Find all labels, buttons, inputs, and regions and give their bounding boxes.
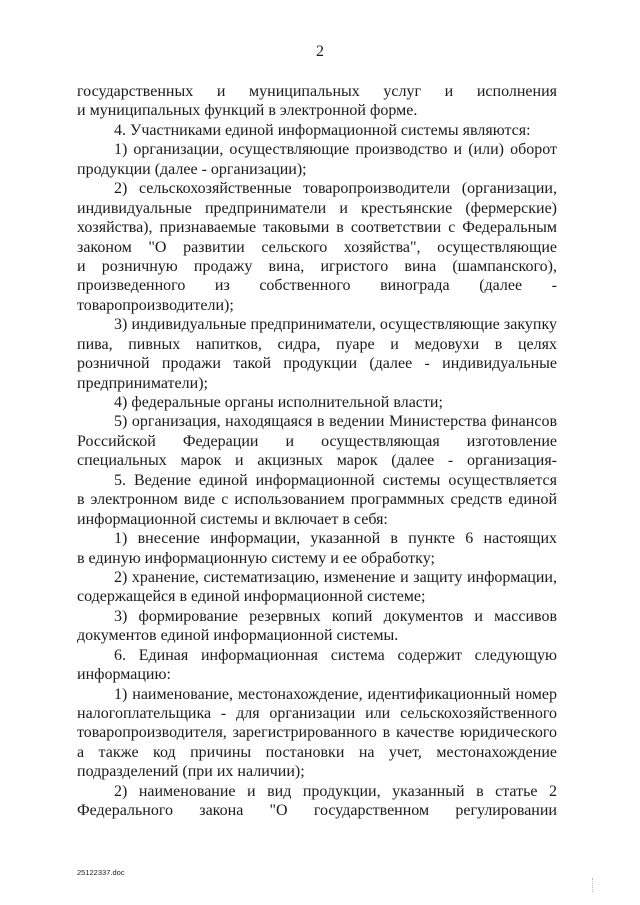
text-line: информацию: (77, 666, 171, 684)
text-line: 6. Единая информационная система содержит следующую (114, 646, 557, 664)
text-line: товаропроизводителя, зарегистрированного в качестве юридического (77, 724, 557, 742)
text-line: 1) наименование, местонахождение, идентификационный номер (114, 685, 557, 703)
scan-mark (592, 878, 594, 892)
text-line: а также код причины постановки на учет, местонахождение (77, 743, 557, 761)
text-line: государственных и муниципальных услуг и исполнения (77, 83, 557, 100)
text-line: пива, пивных напитков, сидра, пуаре и медовухи в целях (77, 335, 557, 353)
text-line: налогоплательщика - для организации или сельскохозяйственного (77, 705, 557, 722)
text-line: 2) хранение, систематизацию, изменение и защиту информации, (114, 568, 557, 586)
text-line: содержащейся в единой информационной системе; (77, 588, 426, 606)
footer-filename: 25122337.doc (77, 868, 125, 877)
document-body (77, 82, 557, 821)
text-line: 2) сельскохозяйственные товаропроизводители (организации, (114, 180, 557, 198)
text-line: предприниматели); (77, 374, 208, 392)
text-line: 4) федеральные органы исполнительной власти; (114, 394, 443, 411)
text-line: подразделений (при их наличии); (77, 763, 305, 781)
text-line: законом "О развитии сельского хозяйства", осуществляющие (77, 238, 557, 256)
text-line: в электронном виде с использованием программных средств единой (77, 491, 557, 509)
text-line: Российской Федерации и осуществляющая изготовление (77, 432, 557, 450)
text-line: Федерального закона "О государственном регулировании (77, 802, 557, 820)
text-line: и розничную продажу вина, игристого вина (шампанского), (77, 257, 557, 275)
text-line: 1) организации, осуществляющие производство и (или) оборот (114, 141, 557, 159)
text-line: товаропроизводители); (77, 296, 234, 314)
text-line: индивидуальные предприниматели и крестьянские (фермерские) (77, 199, 557, 217)
text-line: в единую информационную систему и ее обработку; (77, 549, 435, 567)
text-line: хозяйства), признаваемые таковыми в соответствии с Федеральным (77, 219, 557, 237)
text-line: продукции (далее - организации); (77, 160, 307, 178)
text-line: 5) организация, находящаяся в ведении Министерства финансов (114, 413, 557, 431)
text-line: 5. Ведение единой информационной системы осуществляется (114, 471, 557, 489)
text-line: 4. Участниками единой информационной системы являются: (114, 121, 531, 139)
text-line: документов единой информационной системы. (77, 627, 399, 645)
text-line: 3) формирование резервных копий документов и массивов (114, 607, 557, 625)
text-line: специальных марок и акцизных марок (далее - организация- (77, 452, 557, 470)
text-line: розничной продажи такой продукции (далее - индивидуальные (77, 355, 557, 373)
text-line: 3) индивидуальные предприниматели, осуществляющие закупку (114, 316, 557, 334)
text-line: информационной системы и включает в себя: (77, 510, 388, 528)
text-line: произведенного из собственного винограда (далее - (77, 277, 557, 295)
text-line: 1) внесение информации, указанной в пункте 6 настоящих (114, 530, 557, 548)
text-line: 2) наименование и вид продукции, указанный в статье 2 (114, 782, 557, 800)
text-line: и муниципальных функций в электронной форме. (77, 102, 418, 120)
page-number: 2 (316, 43, 324, 60)
